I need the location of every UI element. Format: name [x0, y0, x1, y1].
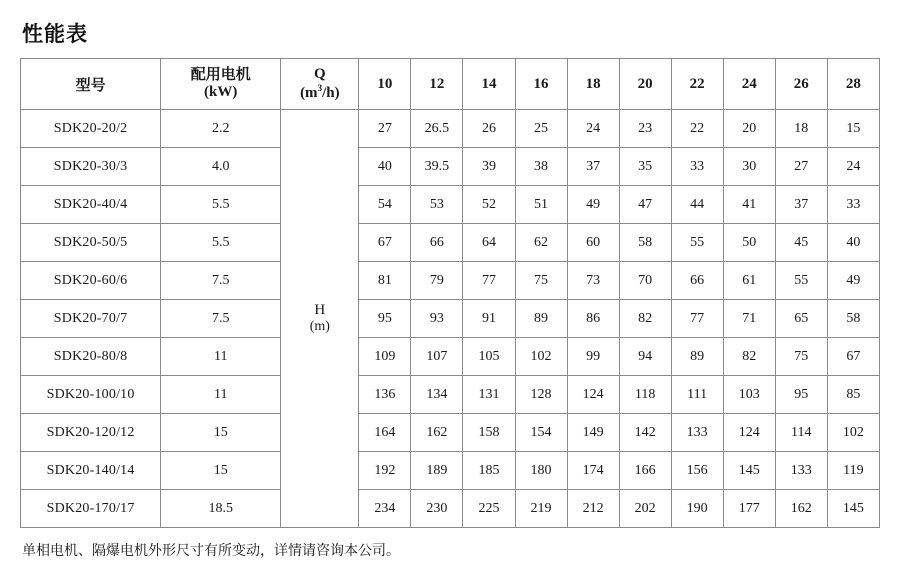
cell-motor: 5.5: [161, 186, 281, 224]
cell-head-value: 27: [775, 148, 827, 186]
cell-head-value: 23: [619, 110, 671, 148]
cell-head-value: 102: [827, 414, 879, 452]
cell-head-value: 119: [827, 452, 879, 490]
cell-head-value: 133: [671, 414, 723, 452]
cell-head-value: 18: [775, 110, 827, 148]
cell-head-value: 212: [567, 490, 619, 528]
cell-head-value: 77: [671, 300, 723, 338]
cell-head-value: 180: [515, 452, 567, 490]
table-row: [21, 262, 880, 300]
header-flow-24: 24: [723, 59, 775, 110]
cell-motor: 15: [161, 414, 281, 452]
cell-model: SDK20-20/2: [21, 110, 161, 148]
cell-motor: 15: [161, 452, 281, 490]
cell-head-value: 39.5: [411, 148, 463, 186]
cell-head-value: 145: [827, 490, 879, 528]
cell-head-value: 107: [411, 338, 463, 376]
cell-head-value: 230: [411, 490, 463, 528]
cell-motor: 5.5: [161, 224, 281, 262]
cell-head-value: 95: [775, 376, 827, 414]
cell-head-value: 44: [671, 186, 723, 224]
header-flow-12: 12: [411, 59, 463, 110]
cell-motor: 2.2: [161, 110, 281, 148]
cell-head-value: 52: [463, 186, 515, 224]
cell-head-value: 192: [359, 452, 411, 490]
cell-head-value: 61: [723, 262, 775, 300]
header-flow-22: 22: [671, 59, 723, 110]
cell-head-value: 27: [359, 110, 411, 148]
cell-motor: 18.5: [161, 490, 281, 528]
cell-head-value: 131: [463, 376, 515, 414]
cell-head-value: 75: [775, 338, 827, 376]
cell-head-value: 60: [567, 224, 619, 262]
header-flow-14: 14: [463, 59, 515, 110]
cell-head-value: 118: [619, 376, 671, 414]
cell-model: SDK20-50/5: [21, 224, 161, 262]
cell-head-value: 49: [567, 186, 619, 224]
header-flow-20: 20: [619, 59, 671, 110]
cell-head-value: 67: [827, 338, 879, 376]
cell-head-value: 94: [619, 338, 671, 376]
table-row: [21, 148, 880, 186]
cell-head-value: 134: [411, 376, 463, 414]
cell-head-value: 67: [359, 224, 411, 262]
cell-head-value: 234: [359, 490, 411, 528]
cell-head-value: 53: [411, 186, 463, 224]
header-row: [21, 59, 880, 110]
cell-head-value: 86: [567, 300, 619, 338]
cell-model: SDK20-40/4: [21, 186, 161, 224]
cell-head-value: 51: [515, 186, 567, 224]
cell-head-value: 39: [463, 148, 515, 186]
cell-head-value: 89: [515, 300, 567, 338]
table-header: [21, 59, 880, 110]
header-motor: [161, 59, 281, 110]
cell-model: SDK20-70/7: [21, 300, 161, 338]
cell-head-value: 89: [671, 338, 723, 376]
header-flow-18: 18: [567, 59, 619, 110]
page-title: 性能表: [22, 23, 88, 46]
cell-head-value: 162: [411, 414, 463, 452]
header-flow-unit-exp: 3: [317, 83, 323, 93]
cell-head-value: 58: [827, 300, 879, 338]
cell-head-value: 64: [463, 224, 515, 262]
cell-head-value: 158: [463, 414, 515, 452]
cell-head-value: 142: [619, 414, 671, 452]
cell-head-value: 75: [515, 262, 567, 300]
cell-head-value: 37: [567, 148, 619, 186]
cell-head-value: 35: [619, 148, 671, 186]
cell-head-value: 77: [463, 262, 515, 300]
cell-head-value: 58: [619, 224, 671, 262]
cell-head-value: 109: [359, 338, 411, 376]
cell-motor: 11: [161, 376, 281, 414]
cell-model: SDK20-170/17: [21, 490, 161, 528]
cell-head-value: 114: [775, 414, 827, 452]
table-body: [21, 110, 880, 528]
cell-head-value: 33: [671, 148, 723, 186]
cell-head-value: 133: [775, 452, 827, 490]
cell-head-value: 37: [775, 186, 827, 224]
cell-model: SDK20-80/8: [21, 338, 161, 376]
header-flow-26: 26: [775, 59, 827, 110]
cell-head-value: 26: [463, 110, 515, 148]
cell-head-value: 15: [827, 110, 879, 148]
table-row: [21, 490, 880, 528]
cell-head-value: 124: [567, 376, 619, 414]
cell-head-value: 40: [827, 224, 879, 262]
cell-head-value: 225: [463, 490, 515, 528]
cell-head-value: 145: [723, 452, 775, 490]
cell-head-value: 49: [827, 262, 879, 300]
cell-motor: 11: [161, 338, 281, 376]
cell-head-value: 166: [619, 452, 671, 490]
cell-head-value: 189: [411, 452, 463, 490]
cell-head-value: 111: [671, 376, 723, 414]
cell-head-value: 124: [723, 414, 775, 452]
cell-head-value: 73: [567, 262, 619, 300]
cell-head-value: 33: [827, 186, 879, 224]
table-row: [21, 300, 880, 338]
cell-head-value: 82: [619, 300, 671, 338]
cell-motor: 7.5: [161, 262, 281, 300]
cell-head-value: 24: [567, 110, 619, 148]
cell-head-value: 219: [515, 490, 567, 528]
cell-head-value: 103: [723, 376, 775, 414]
cell-head-value: 177: [723, 490, 775, 528]
table-row: [21, 376, 880, 414]
cell-head-value: 128: [515, 376, 567, 414]
cell-head-value: 82: [723, 338, 775, 376]
cell-head-value: 30: [723, 148, 775, 186]
table-row: [21, 110, 880, 148]
cell-head-value: 149: [567, 414, 619, 452]
cell-head-value: 156: [671, 452, 723, 490]
header-flow-symbol: Q: [313, 65, 326, 82]
cell-head-value: 99: [567, 338, 619, 376]
cell-head-value: 105: [463, 338, 515, 376]
cell-head-value: 20: [723, 110, 775, 148]
cell-head-value: 26.5: [411, 110, 463, 148]
cell-head-value: 136: [359, 376, 411, 414]
header-motor-line1: 配用电机: [190, 66, 251, 83]
header-flow-28: 28: [827, 59, 879, 110]
cell-head-value: 190: [671, 490, 723, 528]
cell-head-value: 50: [723, 224, 775, 262]
header-flow-unit: [300, 83, 340, 102]
cell-model: SDK20-60/6: [21, 262, 161, 300]
footnote: 单相电机、隔爆电机外形尺寸有所变动，详情请咨询本公司。: [22, 542, 400, 558]
table-row: [21, 452, 880, 490]
cell-head-value: 70: [619, 262, 671, 300]
table-row: [21, 414, 880, 452]
cell-head-value: 154: [515, 414, 567, 452]
cell-head-value: 85: [827, 376, 879, 414]
table-row: [21, 186, 880, 224]
cell-model: SDK20-140/14: [21, 452, 161, 490]
cell-head-value: 81: [359, 262, 411, 300]
table-row: [21, 338, 880, 376]
head-unit: (m): [309, 319, 330, 335]
cell-model: SDK20-100/10: [21, 376, 161, 414]
table-row: [21, 224, 880, 262]
header-flow-unit-tail: /h): [322, 85, 340, 101]
cell-head-value: 65: [775, 300, 827, 338]
cell-model: SDK20-30/3: [21, 148, 161, 186]
cell-motor: 4.0: [161, 148, 281, 186]
cell-head-value: 40: [359, 148, 411, 186]
cell-motor: 7.5: [161, 300, 281, 338]
cell-head-value: 55: [775, 262, 827, 300]
header-flow-16: 16: [515, 59, 567, 110]
cell-head-value: 162: [775, 490, 827, 528]
cell-head-value: 62: [515, 224, 567, 262]
cell-head-value: 185: [463, 452, 515, 490]
cell-head-value: 102: [515, 338, 567, 376]
cell-head-value: 202: [619, 490, 671, 528]
cell-head-label: [281, 110, 359, 528]
header-model: 型号: [21, 59, 161, 110]
cell-head-value: 95: [359, 300, 411, 338]
cell-head-value: 91: [463, 300, 515, 338]
cell-head-value: 25: [515, 110, 567, 148]
cell-head-value: 24: [827, 148, 879, 186]
header-flow-unit-base: (m: [300, 85, 318, 101]
cell-head-value: 22: [671, 110, 723, 148]
cell-head-value: 66: [671, 262, 723, 300]
cell-head-value: 38: [515, 148, 567, 186]
cell-model: SDK20-120/12: [21, 414, 161, 452]
header-flow-10: 10: [359, 59, 411, 110]
cell-head-value: 164: [359, 414, 411, 452]
cell-head-value: 41: [723, 186, 775, 224]
cell-head-value: 66: [411, 224, 463, 262]
cell-head-value: 47: [619, 186, 671, 224]
cell-head-value: 54: [359, 186, 411, 224]
cell-head-value: 45: [775, 224, 827, 262]
cell-head-value: 93: [411, 300, 463, 338]
performance-table: [20, 58, 880, 528]
cell-head-value: 174: [567, 452, 619, 490]
header-flow: [281, 59, 359, 110]
header-motor-line2: (kW): [204, 84, 238, 100]
head-symbol: H: [314, 302, 326, 319]
cell-head-value: 79: [411, 262, 463, 300]
cell-head-value: 71: [723, 300, 775, 338]
cell-head-value: 55: [671, 224, 723, 262]
